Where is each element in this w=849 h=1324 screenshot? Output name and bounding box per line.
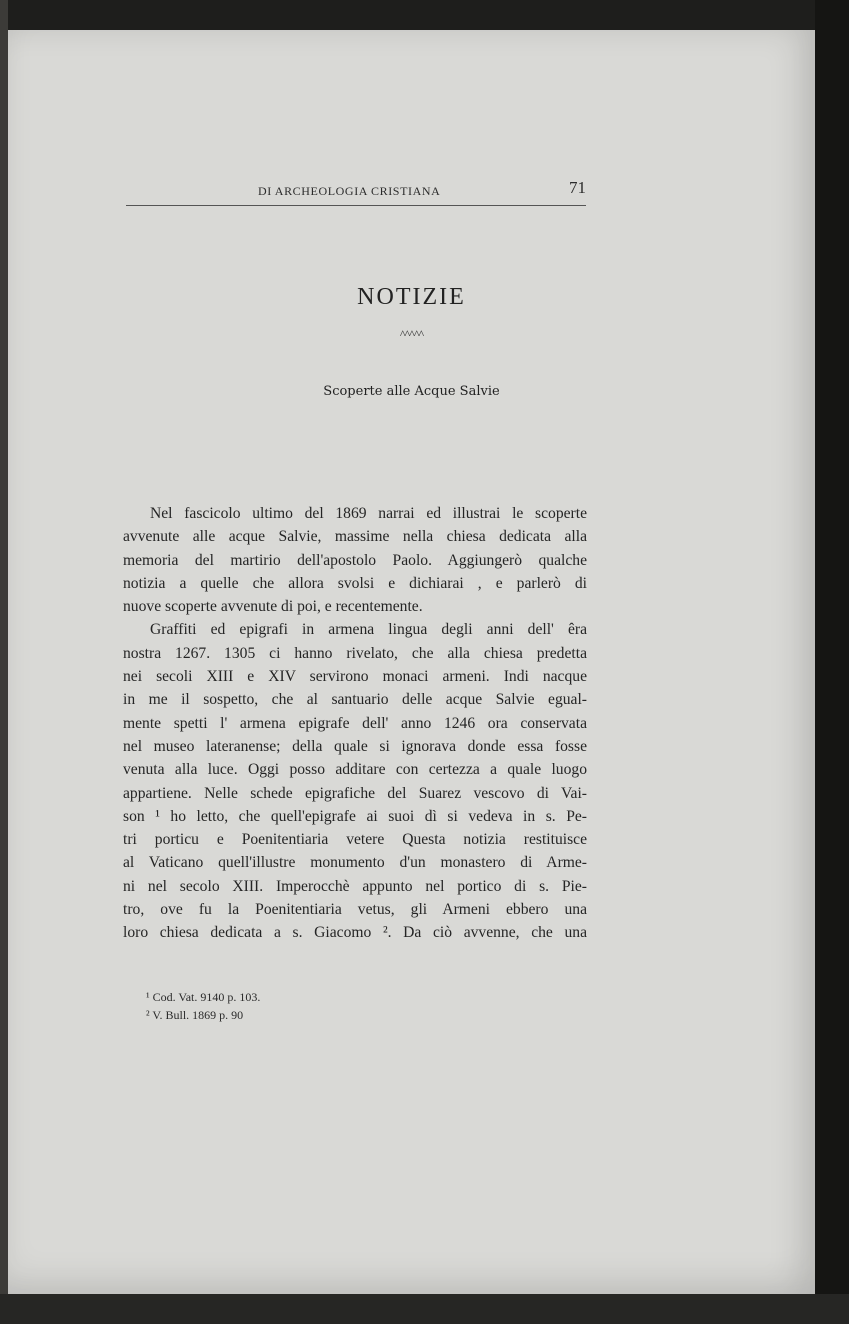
body-line: son ¹ ho letto, che quell'epigrafe ai suoi dì si vedeva in s. Pe- — [123, 807, 587, 825]
running-head — [126, 178, 586, 208]
body-line: Nel fascicolo ultimo del 1869 narrai ed illustrai le scoperte — [150, 505, 587, 522]
body-line: Graffiti ed epigrafi in armena lingua degli anni dell' êra — [150, 621, 587, 639]
body-line: memoria del martirio dell'apostolo Paolo. Aggiungerò qualche — [123, 551, 587, 569]
body-line: nuove scoperte avvenute di poi, e recentemente. — [123, 598, 423, 616]
body-line: mente spetti l' armena epigrafe dell' anno 1246 ora conservata — [123, 714, 587, 732]
body-line: nostra 1267. 1305 ci hanno rivelato, che alla chiesa predetta — [123, 644, 587, 662]
body-text — [123, 502, 587, 945]
body-line: appartiene. Nelle schede epigrafiche del Suarez vescovo di Vai- — [123, 784, 587, 802]
scan-top-border — [0, 0, 849, 30]
body-line: avvenute alle acque Salvie, massime nella chiesa dedicata alla — [123, 528, 587, 546]
page-number: 71 — [569, 178, 586, 197]
section-subtitle: Scoperte alle Acque Salvie — [323, 384, 500, 399]
footnote: ² V. Bull. 1869 p. 90 — [146, 1008, 244, 1022]
body-line: loro chiesa dedicata a s. Giacomo ². Da ciò avvenne, che una — [123, 924, 587, 942]
body-line: notizia a quelle che allora svolsi e dichiarai , e parlerò di — [123, 574, 587, 592]
footnotes — [146, 988, 566, 1024]
body-line: nel museo lateranense; della quale si ignorava donde essa fosse — [123, 737, 587, 755]
body-line: tro, ove fu la Poenitentiaria vetus, gli Armeni ebbero una — [123, 901, 587, 919]
section-title: NOTIZIE — [357, 284, 466, 310]
scan-left-edge — [0, 0, 8, 1324]
title-ornament: ^^^^^ — [399, 327, 424, 341]
body-line: ni nel secolo XIII. Imperocchè appunto nel portico di s. Pie- — [123, 877, 587, 895]
body-line: al Vaticano quell'illustre monumento d'un monastero di Arme- — [123, 854, 587, 872]
running-title: DI ARCHEOLOGIA CRISTIANA — [258, 184, 441, 198]
scan-bottom-border — [0, 1294, 849, 1324]
book-page — [8, 30, 815, 1294]
body-line: venuta alla luce. Oggi posso additare con certezza a quale luogo — [123, 761, 587, 779]
body-line: tri porticu e Poenitentiaria vetere Questa notizia restituisce — [123, 831, 587, 849]
header-rule — [126, 205, 586, 206]
footnote: ¹ Cod. Vat. 9140 p. 103. — [146, 990, 261, 1004]
scan-right-border — [815, 0, 849, 1324]
body-line: nei secoli XIII e XIV servirono monaci armeni. Indi nacque — [123, 668, 587, 686]
body-line: in me il sospetto, che al santuario delle acque Salvie egual- — [123, 691, 587, 709]
